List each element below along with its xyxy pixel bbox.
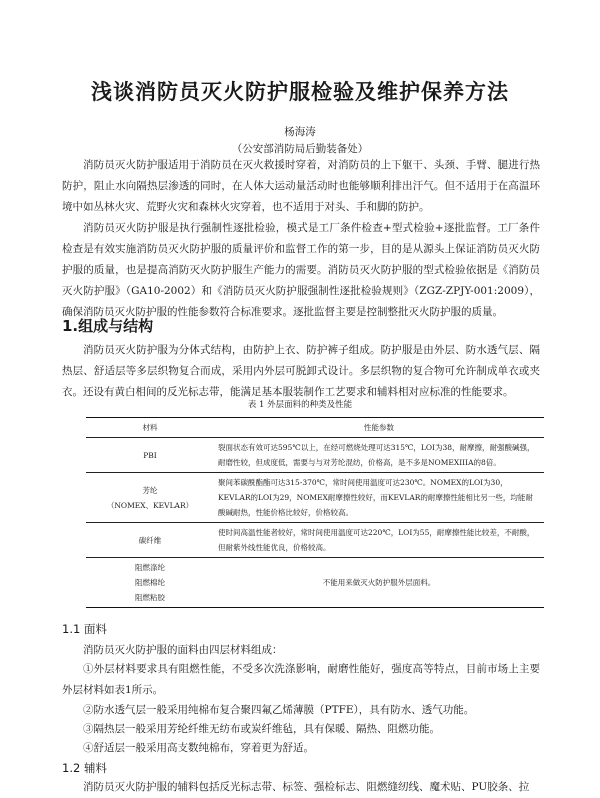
- table-cell-props: 不能用来做灭火防护服外层面料。: [214, 558, 544, 608]
- affiliation: （公安部消防局后勤装备处）: [231, 143, 369, 155]
- materials-table: [86, 417, 544, 608]
- subsection-1-1-intro: 消防员灭火防护服的面料由四层材料组成：: [83, 644, 283, 656]
- table-cell-props: 聚间苯碳酰酯酯可达315-370℃，常时间使用温度可达230℃。NOMEX的LOI为30，KEVLAR的LOI为29，NOMEX耐摩擦性较好，而KEVLAR的耐摩擦性能相比另一些，均能耐酸碱耐热，性能价格比较好，价格较高。: [214, 473, 544, 523]
- table-row: [86, 558, 544, 608]
- material-line: 阻燃粘胶: [135, 593, 165, 602]
- list-item: ③隔热层一般采用芳纶纤维无纺布或炭纤维毡，具有保暖、隔热、阻燃功能。: [83, 723, 440, 735]
- table-cell-props: 裂面状态有效可达595℃以上，在经可燃烧处理可达315℃，LOI为38，耐摩擦，耐强酸碱强，耐磨性较，但成度低，需要与与对芳纶混纺，价格高，是不多是NOMEXIIIA的8倍。: [214, 438, 544, 473]
- table-cell-material: 碳纤维: [86, 523, 214, 558]
- list-item: ②防水透气层一般采用纯棉布复合聚四氟乙烯薄膜（PTFE），具有防水、透气功能。: [83, 704, 475, 716]
- section-1-paragraph: 消防员灭火防护服为分体式结构，由防护上衣、防护裤子组成。防护服是由外层、防水透气层、隔热层、舒适层等多层织物复合而成，采用内外层可脱卸式设计。多层织物的复合物可允许制成单衣或夹衣。还设有黄白相间的反光标志带，能满足基本服装制作工艺要求和辅料相对应标准的性能要求。: [62, 344, 540, 398]
- material-line: 阻燃涤纶: [135, 563, 165, 572]
- author: 杨海涛: [284, 126, 316, 138]
- list-item: ④舒适层一般采用高支数纯棉布，穿着更为舒适。: [83, 742, 314, 754]
- table-header-row: [86, 418, 544, 438]
- intro-paragraph-2: 消防员灭火防护服是执行强制性逐批检验，模式是工厂条件检查+型式检验+逐批监督。工厂条件检查是有效实施消防员灭火防护服的质量评价和监督工作的第一步，目的是从源头上保证消防员灭火防护服的质量，也是提高消防灭火防护服生产能力的需要。消防员灭火防护服的型式检验依据是《消防员灭火防护服》（GA10-2002）和《消防员灭火防护服强制性逐批检验规则》（ZGZ-ZPJY-001:2009），确保消防员灭火防护服的性能参数符合标准要求。逐批监督主要是控制整批灭火防护服的质量。: [62, 222, 540, 318]
- table-header-props: 性能参数: [214, 418, 544, 438]
- intro-paragraph-1: 消防员灭火防护服适用于消防员在灭火救援时穿着，对消防员的上下躯干、头颈、手臂、腿进行热防护，阻止水向隔热层渗透的同时，在人体大运动量活动时也能够顺利排出汗气。但不适用于在高温环境中如丛林火灾、荒野火灾和森林火灾穿着，也不适用于对头、手和脚的防护。: [62, 159, 540, 213]
- table-cell-material: PBI: [86, 438, 214, 473]
- material-line: 芳纶: [142, 485, 158, 495]
- table-row: [86, 438, 544, 473]
- table-cell-material: [86, 558, 214, 608]
- table-row: [86, 473, 544, 523]
- subsection-1-2-heading: 1.2 辅料: [62, 761, 107, 775]
- material-line: （NOMEX、KEVLAR）: [106, 500, 194, 510]
- table-header-material: 材料: [86, 418, 214, 438]
- table-cell-props: 使时间高温性能者较好，常时间使用温度可达220℃，LOI为55，耐摩擦性能比较差，不耐酸，但耐紫外线性能优良，价格较高。: [214, 523, 544, 558]
- table-row: [86, 523, 544, 558]
- list-item: ①外层材料要求具有阻燃性能，不受多次洗涤影响，耐磨性能好，强度高等特点，目前市场上主要外层材料如表1所示。: [62, 663, 540, 696]
- section-1-heading: 1.组成与结构: [62, 317, 154, 335]
- subsection-1-1-heading: 1.1 面料: [62, 622, 107, 636]
- paper-title: 浅谈消防员灭火防护服检验及维护保养方法: [91, 80, 509, 104]
- subsection-1-2-paragraph: 消防员灭火防护服的辅料包括反光标志带、标签、强检标志、阻燃缝纫线、魔术贴、PU胶条、拉: [83, 781, 530, 793]
- material-line: 阻燃棉纶: [135, 578, 165, 587]
- table-cell-material: [86, 473, 214, 523]
- table-caption: 表 1 外层面料的种类及性能: [247, 400, 353, 410]
